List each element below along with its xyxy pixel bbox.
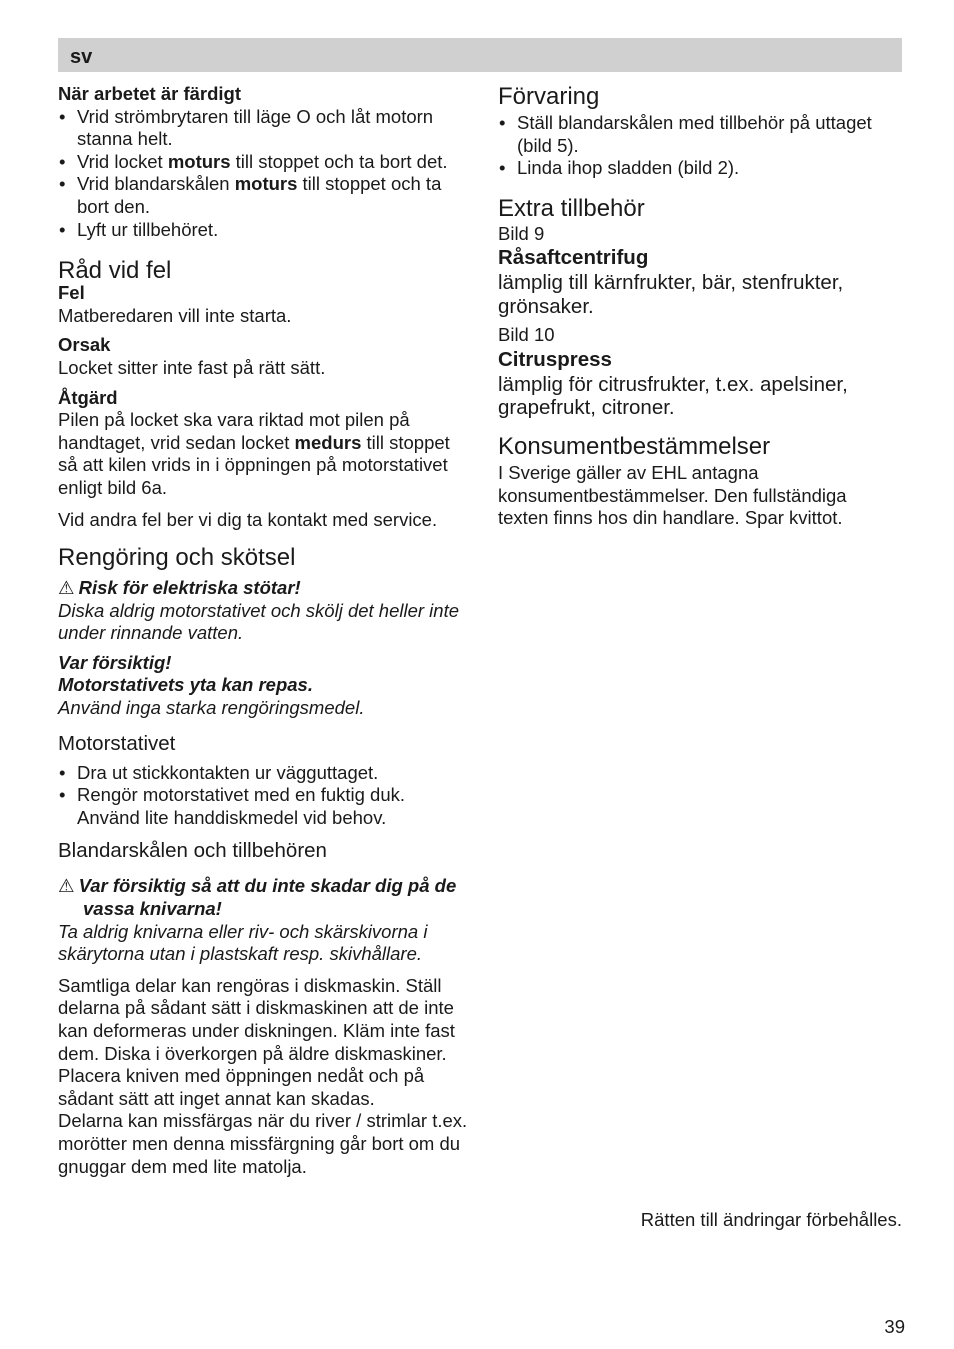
figure-9-label: Bild 9 — [498, 222, 545, 244]
cause-label: Orsak — [58, 334, 111, 356]
motor-base-list — [58, 762, 468, 830]
warning-triangle-icon: ⚠ — [58, 577, 75, 599]
extra-accessories-title: Extra tillbehör — [498, 194, 645, 222]
citrus-text: lämplig för citrusfrukter, t.ex. apelsiner, grapefrukt, citroner. — [498, 372, 848, 420]
list-item: • Linda ihop sladden (bild 2). — [498, 157, 902, 180]
dishwasher-text: Samtliga delar kan rengöras i diskmaskin. Ställ delarna på sådant sätt i diskmaskinen att de inte kan deformeras under diskningen. Kläm inte fast dem. Diska i överkorgen på äldre diskmaskiner. Placera kniven med öppningen nedåt och på sådant sätt att inget annat kan skadas. — [58, 974, 455, 1109]
knife-warning-text: Ta aldrig knivarna eller riv- och skärskivorna i skärytorna utan i plastskaft resp. skivhållare. — [58, 920, 428, 965]
cause-text: Locket sitter inte fast på rätt sätt. — [58, 356, 326, 378]
knife-warning-title: ⚠ Var försiktig så att du inte skadar dig på de vassa knivarna! — [58, 875, 457, 920]
list-item: • Rengör motorstativet med en fuktig duk. Använd lite handdiskmedel vid behov. — [58, 784, 468, 829]
left-column — [58, 82, 468, 1178]
right-column — [498, 82, 902, 530]
list-item: • Vrid strömbrytaren till läge O och låt motorn stanna helt. — [58, 106, 468, 151]
storage-title: Förvaring — [498, 83, 600, 110]
rights-notice: Rätten till ändringar förbehålles. — [640, 1209, 902, 1230]
juicer-title: Råsaftcentrifug — [498, 246, 649, 270]
language-code: sv — [70, 46, 93, 68]
figure-10-label: Bild 10 — [498, 324, 555, 346]
action-label: Åtgärd — [58, 386, 118, 408]
list-item: • Lyft ur tillbehöret. — [58, 219, 468, 242]
list-item: • Vrid locket moturs till stoppet och ta bort det. — [58, 151, 468, 174]
caution-subtitle: Motorstativets yta kan repas. — [58, 674, 313, 696]
caution-text: Använd inga starka rengöringsmedel. — [58, 697, 365, 719]
faults-title: Råd vid fel — [58, 257, 172, 285]
juicer-text: lämplig till kärnfrukter, bär, stenfrukter, grönsaker. — [498, 271, 844, 318]
citrus-title: Citruspress — [498, 347, 612, 371]
discolor-text: Delarna kan missfärgas när du river / strimlar t.ex. morötter men denna missfärgning går bort om du gnuggar dem med lite matolja. — [58, 1110, 468, 1177]
list-item: • Dra ut stickkontakten ur vägguttaget. — [58, 762, 468, 785]
storage-list — [498, 112, 902, 180]
consumer-title: Konsumentbestämmelser — [498, 432, 771, 460]
list-item: • Ställ blandarskålen med tillbehör på uttaget (bild 5). — [498, 112, 902, 157]
electric-warning-text: Diska aldrig motorstativet och skölj det heller inte under rinnande vatten. — [58, 599, 460, 644]
motor-base-title: Motorstativet — [58, 731, 176, 755]
warning-triangle-icon: ⚠ — [58, 875, 75, 897]
page-number: 39 — [884, 1316, 905, 1337]
electric-warning-title: ⚠ Risk för elektriska stötar! — [58, 577, 301, 599]
language-bar — [58, 38, 902, 72]
caution-title: Var försiktig! — [58, 651, 172, 673]
other-faults-text: Vid andra fel ber vi dig ta kontakt med service. — [58, 508, 438, 530]
cleaning-title: Rengöring och skötsel — [58, 544, 296, 572]
action-text: Pilen på locket ska vara riktad mot pilen på handtaget, vrid sedan locket medurs till stoppet så att kilen vrids in i öppningen på motorstativet enligt bild 6a. — [58, 409, 450, 498]
fault-label: Fel — [58, 282, 85, 304]
list-item: • Vrid blandarskålen moturs till stoppet och ta bort den. — [58, 173, 468, 218]
fault-text: Matberedaren vill inte starta. — [58, 304, 292, 326]
consumer-text: I Sverige gäller av EHL antagna konsumentbestämmelser. Den fullständiga texten finns hos din handlare. Spar kvittot. — [498, 461, 847, 529]
bowl-title: Blandarskålen och tillbehören — [58, 839, 327, 863]
done-heading: När arbetet är färdigt — [58, 83, 241, 104]
done-list — [58, 106, 468, 242]
